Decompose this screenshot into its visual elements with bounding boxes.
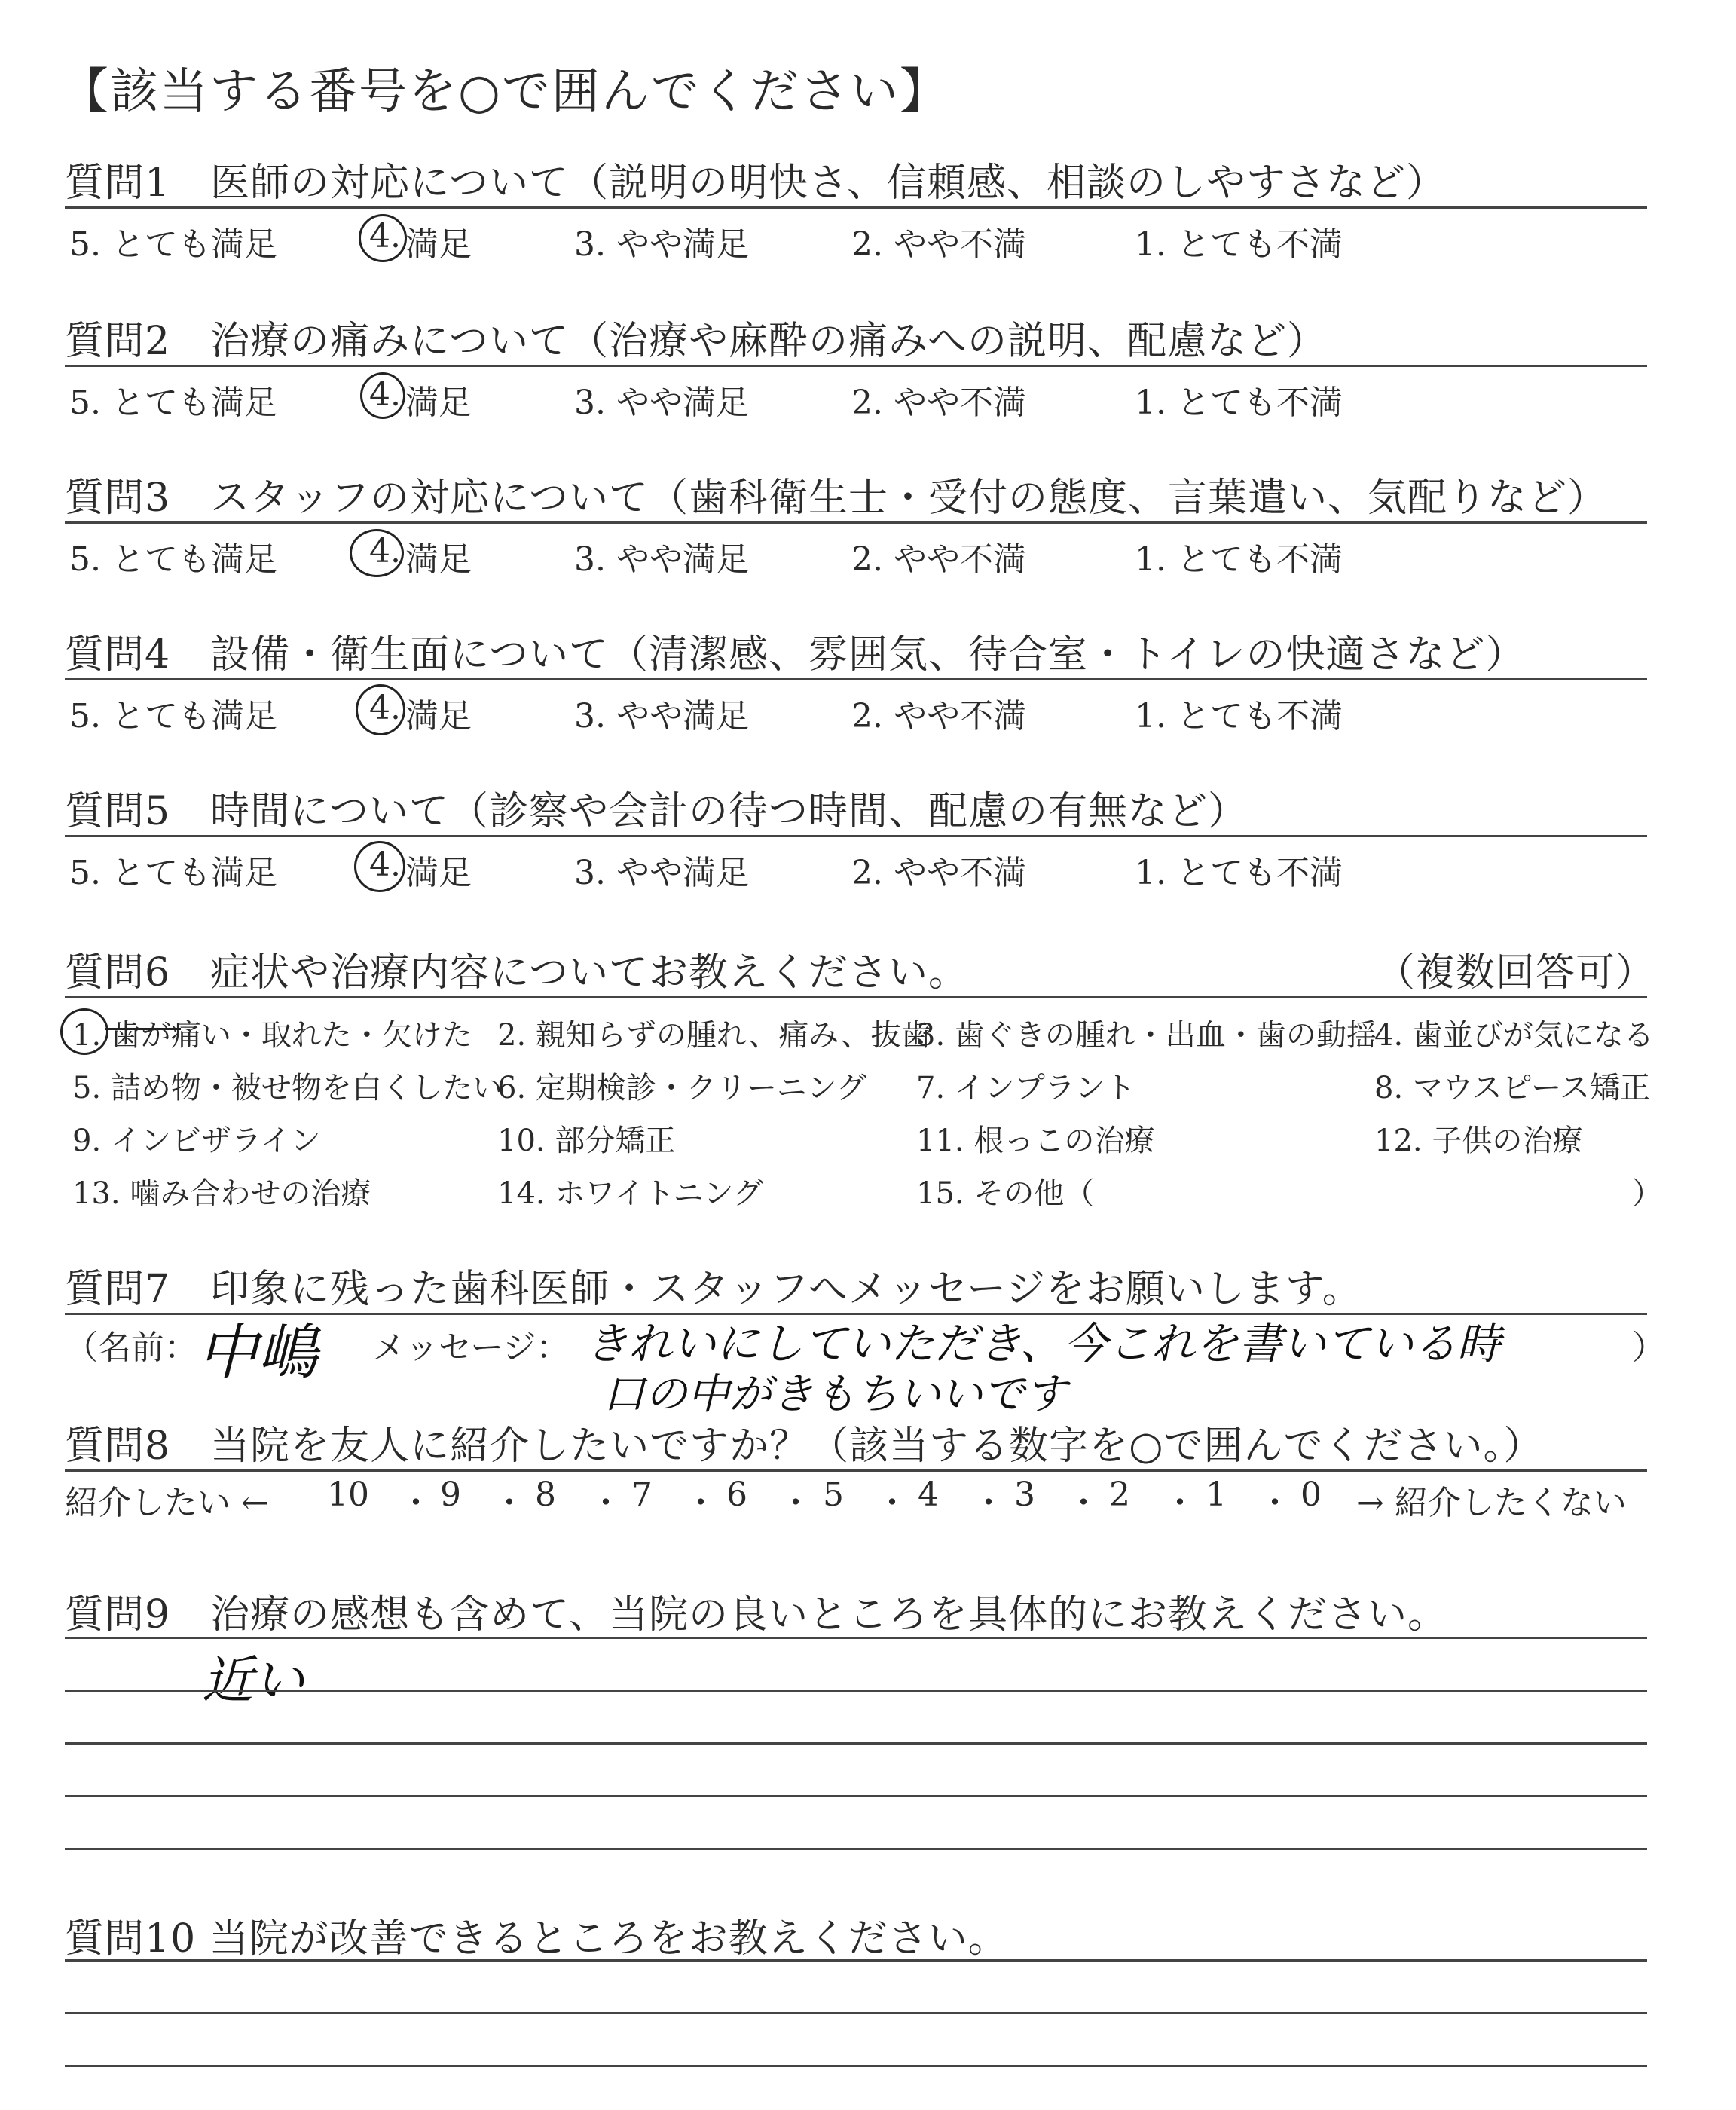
q5-rule [65, 835, 1647, 837]
q9-title: 質問9 治療の感想も含めて、当院の良いところを具体的にお教えください。 [65, 1592, 1448, 1638]
q8-score-5[interactable]: 5 [823, 1475, 844, 1514]
q2-option-4[interactable]: 4. [369, 375, 401, 414]
q8-score-4[interactable]: 4 [918, 1475, 939, 1514]
q5-option-2[interactable]: 2. やや不満 [851, 854, 1026, 892]
q6-item-14[interactable]: 14. ホワイトニング [497, 1176, 763, 1211]
q10-rule-2 [65, 2012, 1647, 2014]
q6-item-9[interactable]: 9. インビザライン [72, 1124, 321, 1158]
q3-option-1[interactable]: 1. とても不満 [1135, 540, 1343, 579]
q6-item-7[interactable]: 7. インプラント [916, 1071, 1135, 1105]
q8-score-3[interactable]: 3 [1014, 1475, 1035, 1514]
q6-selected-circle [60, 1008, 108, 1055]
q8-score-1[interactable]: 1 [1206, 1475, 1227, 1514]
form-header: 【該当する番号を○で囲んでください】 [60, 64, 949, 120]
q4-option-5[interactable]: 5. とても満足 [69, 697, 277, 735]
q3-option-2[interactable]: 2. やや不満 [851, 540, 1026, 579]
q6-item-1-strike [105, 1028, 181, 1030]
q1-rule [65, 206, 1647, 209]
q1-option-3[interactable]: 3. やや満足 [574, 225, 749, 264]
q6-rule [65, 996, 1647, 998]
q9-rule-2 [65, 1690, 1647, 1692]
q8-left-label: 紹介したい ← [65, 1484, 269, 1522]
q3-selected-circle [350, 529, 404, 577]
q8-dot: ・ [1163, 1484, 1197, 1522]
q3-option-4[interactable]: 4. [369, 532, 401, 570]
q9-rule-1 [65, 1637, 1647, 1639]
q8-dot: ・ [1258, 1484, 1291, 1522]
q1-option-2[interactable]: 2. やや不満 [851, 225, 1026, 264]
q5-option-3[interactable]: 3. やや満足 [574, 854, 749, 892]
q3-rule [65, 521, 1647, 524]
q9-rule-3 [65, 1742, 1647, 1745]
q4-option-3[interactable]: 3. やや満足 [574, 697, 749, 735]
q4-option-4-label: 満足 [405, 697, 472, 735]
q6-item-5[interactable]: 5. 詰め物・被せ物を白くしたい [72, 1071, 503, 1105]
q6-item-1[interactable]: 1. 歯が痛い・取れた・欠けた [72, 1018, 472, 1053]
q4-selected-circle [356, 684, 405, 735]
q1-option-4[interactable]: 4. [369, 217, 401, 255]
q8-right-label: → 紹介したくない [1356, 1484, 1627, 1522]
q6-item-11[interactable]: 11. 根っこの治療 [916, 1124, 1155, 1158]
q1-title: 質問1 医師の対応について（説明の明快さ、信頼感、相談のしやすさなど） [65, 161, 1446, 206]
q6-item-6[interactable]: 6. 定期検診・クリーニング [497, 1071, 867, 1105]
q8-rule [65, 1469, 1647, 1472]
q6-item-15[interactable]: 15. その他（ [916, 1176, 1095, 1211]
q8-dot: ・ [493, 1484, 526, 1522]
q3-option-3[interactable]: 3. やや満足 [574, 540, 749, 579]
q8-score-0[interactable]: 0 [1300, 1475, 1322, 1514]
q6-item-3[interactable]: 3. 歯ぐきの腫れ・出血・歯の動揺 [916, 1018, 1377, 1053]
q2-rule [65, 365, 1647, 367]
q4-option-4[interactable]: 4. [369, 689, 401, 727]
q5-option-4[interactable]: 4. [369, 846, 401, 884]
q2-option-2[interactable]: 2. やや不満 [851, 384, 1026, 422]
q8-dot: ・ [876, 1484, 909, 1522]
q6-item-8[interactable]: 8. マウスピース矯正 [1374, 1071, 1651, 1105]
q6-item-15-close: ） [1632, 1176, 1662, 1211]
q2-option-1[interactable]: 1. とても不満 [1135, 384, 1343, 422]
q7-close: ） [1632, 1329, 1665, 1367]
q2-title: 質問2 治療の痛みについて（治療や麻酔の痛みへの説明、配慮など） [65, 319, 1328, 364]
q7-name-value[interactable]: 中嶋 [197, 1317, 318, 1387]
q7-message-label: メッセージ： [372, 1329, 570, 1367]
q6-item-2[interactable]: 2. 親知らずの腫れ、痛み、抜歯 [497, 1018, 931, 1053]
q5-option-5[interactable]: 5. とても満足 [69, 854, 277, 892]
q8-dot: ・ [779, 1484, 812, 1522]
q8-title: 質問8 当院を友人に紹介したいですか？（該当する数字を○で囲んでください。） [65, 1423, 1544, 1469]
q8-dot: ・ [589, 1484, 622, 1522]
q5-title: 質問5 時間について（診察や会計の待つ時間、配慮の有無など） [65, 789, 1249, 834]
q8-score-8[interactable]: 8 [535, 1475, 556, 1514]
q2-selected-circle [360, 372, 405, 419]
q7-name-label: （名前： [65, 1329, 197, 1367]
q6-item-12[interactable]: 12. 子供の治療 [1374, 1124, 1583, 1158]
q1-option-4-label: 満足 [405, 225, 472, 264]
q4-rule [65, 678, 1647, 680]
q8-dot: ・ [684, 1484, 717, 1522]
q3-title: 質問3 スタッフの対応について（歯科衛生士・受付の態度、言葉遣い、気配りなど） [65, 476, 1608, 521]
q3-option-5[interactable]: 5. とても満足 [69, 540, 277, 579]
q2-option-4-label: 満足 [405, 384, 472, 422]
q8-dot: ・ [399, 1484, 432, 1522]
q8-dot: ・ [1067, 1484, 1100, 1522]
q10-title: 質問10 当院が改善できるところをお教えください。 [65, 1916, 1008, 1962]
q8-score-2[interactable]: 2 [1109, 1475, 1130, 1514]
q7-message-line1[interactable]: きれいにしていただき、今これを書いている時 [585, 1318, 1501, 1369]
q6-item-4[interactable]: 4. 歯並びが気になる [1374, 1018, 1654, 1053]
q9-rule-5 [65, 1848, 1647, 1850]
q8-score-6[interactable]: 6 [726, 1475, 747, 1514]
q6-item-10[interactable]: 10. 部分矯正 [497, 1124, 676, 1158]
q8-dot: ・ [972, 1484, 1005, 1522]
q4-title: 質問4 設備・衛生面について（清潔感、雰囲気、待合室・トイレの快適さなど） [65, 632, 1526, 677]
q8-score-9[interactable]: 9 [440, 1475, 461, 1514]
q9-rule-4 [65, 1795, 1647, 1797]
q10-rule-3 [65, 2065, 1647, 2067]
q3-option-4-label: 満足 [405, 540, 472, 579]
q1-selected-circle [359, 214, 407, 262]
q1-option-5[interactable]: 5. とても満足 [69, 225, 277, 264]
q6-title: 質問6 症状や治療内容についてお教えください。 [65, 950, 969, 995]
q4-option-1[interactable]: 1. とても不満 [1135, 697, 1343, 735]
q6-item-13[interactable]: 13. 噛み合わせの治療 [72, 1176, 371, 1211]
q8-score-10[interactable]: 10 [327, 1475, 369, 1514]
q6-multi-note: （複数回答可） [1376, 950, 1656, 995]
q9-answer[interactable]: 近い [202, 1651, 305, 1711]
q8-score-7[interactable]: 7 [631, 1475, 653, 1514]
q2-option-3[interactable]: 3. やや満足 [574, 384, 749, 422]
q5-selected-circle [354, 841, 405, 892]
q1-option-1[interactable]: 1. とても不満 [1135, 225, 1343, 264]
q10-rule-1 [65, 1959, 1647, 1962]
q5-option-1[interactable]: 1. とても不満 [1135, 854, 1343, 892]
q7-title: 質問7 印象に残った歯科医師・スタッフへメッセージをお願いします。 [65, 1267, 1362, 1312]
q7-message-line2[interactable]: 口の中がきもちいいです [603, 1370, 1067, 1419]
q5-option-4-label: 満足 [405, 854, 472, 892]
q2-option-5[interactable]: 5. とても満足 [69, 384, 277, 422]
q4-option-2[interactable]: 2. やや不満 [851, 697, 1026, 735]
